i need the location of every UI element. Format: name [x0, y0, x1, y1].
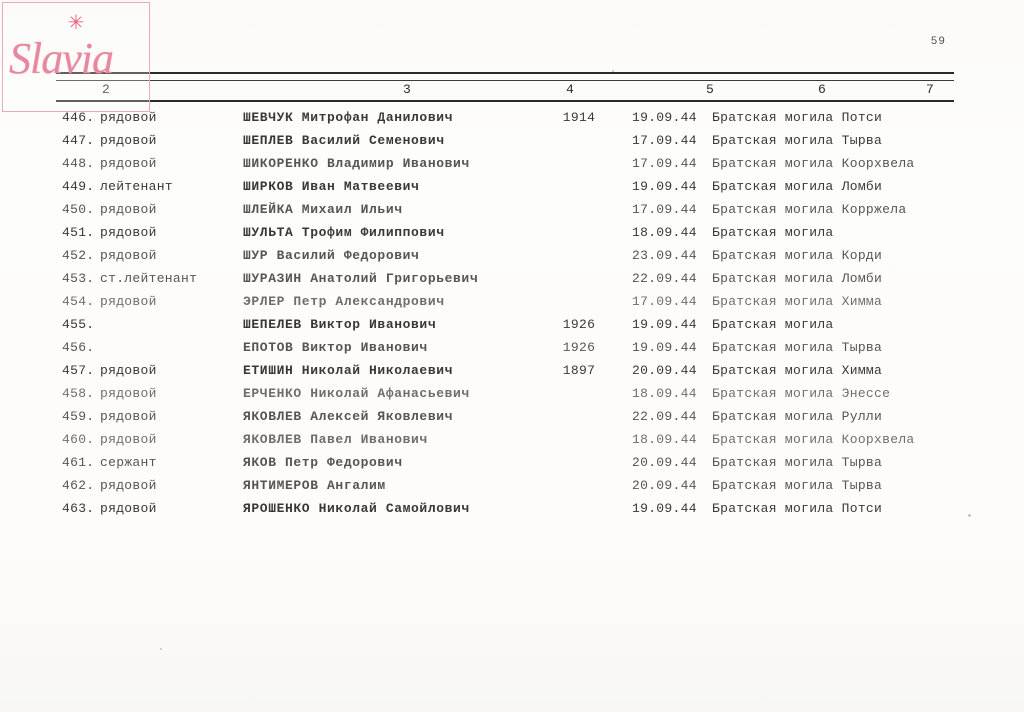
row-burial-place: Братская могила Коорхвела: [712, 432, 915, 447]
row-number: 454.: [62, 294, 95, 309]
row-burial-place: Братская могила Ломби: [712, 271, 883, 286]
row-number: 462.: [62, 478, 95, 493]
page-number: 59: [930, 36, 946, 48]
row-burial-place: Братская могила Корржела: [712, 202, 907, 217]
row-name: ЭРЛЕР Петр Александрович: [243, 294, 445, 309]
table-row: [0, 336, 1024, 359]
row-number: 451.: [62, 225, 95, 240]
row-name: ЯРОШЕНКО Николай Самойлович: [243, 501, 470, 516]
row-name: ШУЛЬТА Трофим Филиппович: [243, 225, 445, 240]
row-burial-place: Братская могила Потси: [712, 110, 883, 125]
table-row: [0, 106, 1024, 129]
table-row: [0, 175, 1024, 198]
row-rank: рядовой: [100, 133, 157, 148]
row-rank: лейтенант: [100, 179, 173, 194]
row-rank: сержант: [100, 455, 157, 470]
row-number: 456.: [62, 340, 95, 355]
row-date: 22.09.44: [632, 271, 697, 286]
row-date: 17.09.44: [632, 294, 697, 309]
paper-speck: [968, 514, 971, 517]
row-date: 17.09.44: [632, 156, 697, 171]
row-name: ЯКОВЛЕВ Павел Иванович: [243, 432, 428, 447]
column-header-4: 4: [566, 82, 574, 97]
row-burial-place: Братская могила Коорхвела: [712, 156, 915, 171]
star-icon: ✳: [68, 7, 84, 37]
table-row: [0, 267, 1024, 290]
row-rank: рядовой: [100, 363, 157, 378]
row-name: ЯНТИМЕРОВ Ангалим: [243, 478, 386, 493]
row-name: ЕРЧЕНКО Николай Афанасьевич: [243, 386, 470, 401]
row-rank: рядовой: [100, 225, 157, 240]
row-burial-place: Братская могила Энессе: [712, 386, 891, 401]
row-burial-place: Братская могила: [712, 317, 834, 332]
row-number: 455.: [62, 317, 95, 332]
table-column-headers: [56, 82, 954, 100]
table-rule-bottom: [56, 100, 954, 102]
row-number: 446.: [62, 110, 95, 125]
row-name: ШУР Василий Федорович: [243, 248, 420, 263]
row-burial-place: Братская могила Тырва: [712, 455, 883, 470]
row-date: 18.09.44: [632, 225, 697, 240]
column-header-7: 7: [926, 82, 934, 97]
row-date: 17.09.44: [632, 202, 697, 217]
row-rank: рядовой: [100, 202, 157, 217]
row-rank: рядовой: [100, 478, 157, 493]
row-name: ЯКОВЛЕВ Алексей Яковлевич: [243, 409, 454, 424]
column-header-5: 5: [706, 82, 714, 97]
row-birth-year: 1897: [562, 363, 596, 378]
table-row: [0, 451, 1024, 474]
row-number: 461.: [62, 455, 95, 470]
row-date: 20.09.44: [632, 455, 697, 470]
row-burial-place: Братская могила Рулли: [712, 409, 883, 424]
table-row: [0, 290, 1024, 313]
row-name: ШЕПЕЛЕВ Виктор Иванович: [243, 317, 437, 332]
row-name: ШУРАЗИН Анатолий Григорьевич: [243, 271, 479, 286]
table-row: [0, 221, 1024, 244]
row-burial-place: Братская могила: [712, 225, 834, 240]
row-name: ЕПОТОВ Виктор Иванович: [243, 340, 428, 355]
row-date: 20.09.44: [632, 363, 697, 378]
row-rank: рядовой: [100, 294, 157, 309]
watermark-slavia: [2, 2, 150, 112]
table-row: [0, 313, 1024, 336]
row-rank: рядовой: [100, 386, 157, 401]
row-burial-place: Братская могила Химма: [712, 363, 883, 378]
row-burial-place: Братская могила Ломби: [712, 179, 883, 194]
table-row: [0, 405, 1024, 428]
row-number: 450.: [62, 202, 95, 217]
row-number: 460.: [62, 432, 95, 447]
row-number: 447.: [62, 133, 95, 148]
row-rank: рядовой: [100, 409, 157, 424]
row-burial-place: Братская могила Тырва: [712, 133, 883, 148]
row-name: ШИРКОВ Иван Матвеевич: [243, 179, 420, 194]
row-number: 457.: [62, 363, 95, 378]
table-rule-middle: [56, 80, 954, 81]
table-row: [0, 497, 1024, 520]
row-number: 463.: [62, 501, 95, 516]
row-date: 22.09.44: [632, 409, 697, 424]
table-body: [0, 106, 1024, 520]
table-row: [0, 244, 1024, 267]
row-date: 17.09.44: [632, 133, 697, 148]
row-name: ЕТИШИН Николай Николаевич: [243, 363, 454, 378]
table-row: [0, 198, 1024, 221]
row-date: 19.09.44: [632, 179, 697, 194]
table-row: [0, 129, 1024, 152]
table-row: [0, 152, 1024, 175]
row-date: 19.09.44: [632, 340, 697, 355]
row-birth-year: 1926: [562, 340, 596, 355]
row-date: 18.09.44: [632, 386, 697, 401]
row-rank: рядовой: [100, 110, 157, 125]
row-number: 458.: [62, 386, 95, 401]
row-date: 19.09.44: [632, 317, 697, 332]
table-row: [0, 359, 1024, 382]
row-burial-place: Братская могила Тырва: [712, 340, 883, 355]
row-burial-place: Братская могила Химма: [712, 294, 883, 309]
row-date: 19.09.44: [632, 501, 697, 516]
row-rank: ст.лейтенант: [100, 271, 198, 286]
row-number: 452.: [62, 248, 95, 263]
column-header-2: 2: [102, 82, 110, 97]
table-row: [0, 382, 1024, 405]
row-name: ШЕПЛЕВ Василий Семенович: [243, 133, 445, 148]
row-birth-year: 1914: [562, 110, 596, 125]
row-number: 449.: [62, 179, 95, 194]
paper-speck: [612, 70, 614, 72]
table-rule-top: [56, 72, 954, 74]
row-date: 18.09.44: [632, 432, 697, 447]
watermark-label: Slavia: [9, 34, 113, 83]
row-rank: рядовой: [100, 432, 157, 447]
row-rank: рядовой: [100, 248, 157, 263]
column-header-6: 6: [818, 82, 826, 97]
table-row: [0, 474, 1024, 497]
row-name: ШЛЕЙКА Михаил Ильич: [243, 202, 403, 217]
row-name: ШЕВЧУК Митрофан Данилович: [243, 110, 454, 125]
row-number: 453.: [62, 271, 95, 286]
row-date: 23.09.44: [632, 248, 697, 263]
row-date: 19.09.44: [632, 110, 697, 125]
column-header-3: 3: [403, 82, 411, 97]
row-burial-place: Братская могила Тырва: [712, 478, 883, 493]
table-row: [0, 428, 1024, 451]
row-rank: рядовой: [100, 501, 157, 516]
row-number: 459.: [62, 409, 95, 424]
row-burial-place: Братская могила Корди: [712, 248, 883, 263]
row-name: ШИКОРЕНКО Владимир Иванович: [243, 156, 470, 171]
paper-speck: [160, 648, 162, 650]
row-name: ЯКОВ Петр Федорович: [243, 455, 403, 470]
row-birth-year: 1926: [562, 317, 596, 332]
row-burial-place: Братская могила Потси: [712, 501, 883, 516]
row-rank: рядовой: [100, 156, 157, 171]
row-number: 448.: [62, 156, 95, 171]
row-date: 20.09.44: [632, 478, 697, 493]
